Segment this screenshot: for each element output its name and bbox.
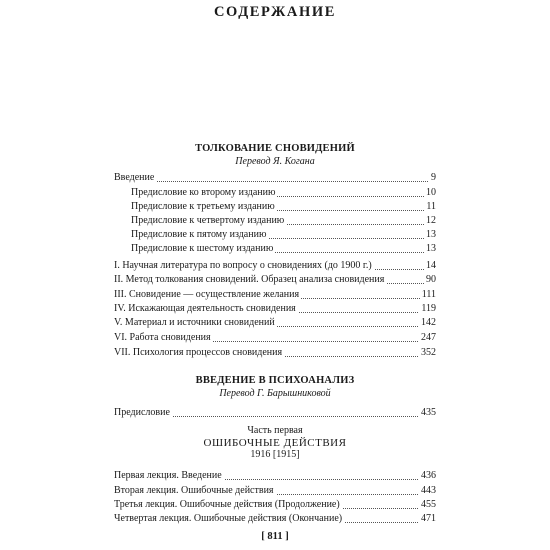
toc-entry-page: 247 <box>421 332 436 343</box>
toc-entry-page: 111 <box>421 289 436 300</box>
part-years: 1916 [1915] <box>250 449 300 460</box>
section-title-psychoanalysis: ВВЕДЕНИЕ В ПСИХОАНАЛИЗ <box>195 375 355 386</box>
part-name: ОШИБОЧНЫЕ ДЕЙСТВИЯ <box>203 437 347 449</box>
toc-entry-title: II. Метод толкования сновидений. Образец анализа сновидения <box>114 274 385 285</box>
toc-entry <box>0 273 550 287</box>
toc-entry <box>0 214 550 228</box>
toc-entry <box>0 331 550 345</box>
toc-entry-title: VI. Работа сновидения <box>114 332 211 343</box>
page-title: СОДЕРЖАНИЕ <box>213 4 337 20</box>
toc-entry <box>0 498 550 512</box>
toc-entry-page: 443 <box>421 485 436 496</box>
toc-entry-page: 9 <box>431 172 436 183</box>
toc-entry-title: Предисловие к четвертому изданию <box>131 215 285 226</box>
toc-entry-title: Предисловие ко второму изданию <box>131 187 276 198</box>
translator-dreams: Перевод Я. Когана <box>235 156 315 167</box>
toc-entry-page: 435 <box>421 407 436 418</box>
part-heading <box>0 425 550 461</box>
toc-entry-page: 11 <box>426 201 436 212</box>
toc-entry <box>0 484 550 498</box>
toc-entry-title: IV. Искажающая деятельность сновидения <box>114 303 296 314</box>
toc-entry <box>0 171 550 185</box>
toc-entry-page: 13 <box>426 243 436 254</box>
toc-entry-page: 142 <box>421 317 436 328</box>
toc-entry-title: Введение <box>114 172 155 183</box>
toc-entry-title: V. Материал и источники сновидений <box>114 317 275 328</box>
toc-entry-title: III. Сновидение — осуществление желания <box>114 289 300 300</box>
toc-entry <box>0 228 550 242</box>
toc-entry <box>0 259 550 273</box>
toc-entry <box>0 469 550 483</box>
toc-entry <box>0 316 550 330</box>
toc-entry-title: I. Научная литература по вопросу о сновидениях (до 1900 г.) <box>114 260 372 271</box>
toc-entry <box>0 186 550 200</box>
section-title-dreams: ТОЛКОВАНИЕ СНОВИДЕНИЙ <box>195 143 355 154</box>
toc-entry-title: VII. Психология процессов сновидения <box>114 347 283 358</box>
toc-entry <box>0 242 550 256</box>
toc-entry-page: 352 <box>421 347 436 358</box>
toc-entry-title: Предисловие к пятому изданию <box>131 229 267 240</box>
toc-entry-page: 14 <box>426 260 436 271</box>
toc-entry-title: Предисловие к третьему изданию <box>131 201 275 212</box>
toc-entry-page: 90 <box>426 274 436 285</box>
toc-entry <box>0 406 550 420</box>
toc-entry-title: Предисловие к шестому изданию <box>131 243 274 254</box>
toc-entry <box>0 288 550 302</box>
toc-entry-page: 13 <box>426 229 436 240</box>
toc-entry-page: 455 <box>421 499 436 510</box>
toc-entry-page: 471 <box>421 513 436 524</box>
translator-psychoanalysis: Перевод Г. Барышниковой <box>219 388 331 399</box>
toc-entry <box>0 200 550 214</box>
dot-leader <box>114 181 434 182</box>
toc-entry-title: Третья лекция. Ошибочные действия (Продолжение) <box>114 499 340 510</box>
toc-entry-page: 436 <box>421 470 436 481</box>
toc-entry-title: Предисловие <box>114 407 170 418</box>
toc-entry-title: Четвертая лекция. Ошибочные действия (Окончание) <box>114 513 343 524</box>
toc-entry-page: 10 <box>426 187 436 198</box>
toc-entry <box>0 512 550 526</box>
toc-entry-title: Первая лекция. Введение <box>114 470 222 481</box>
toc-entry-title: Вторая лекция. Ошибочные действия <box>114 485 274 496</box>
part-label: Часть первая <box>247 425 303 436</box>
toc-entry <box>0 302 550 316</box>
toc-entry-page: 12 <box>426 215 436 226</box>
toc-entry <box>0 346 550 360</box>
page-number: [ 811 ] <box>261 531 289 542</box>
toc-entry-page: 119 <box>421 303 436 314</box>
